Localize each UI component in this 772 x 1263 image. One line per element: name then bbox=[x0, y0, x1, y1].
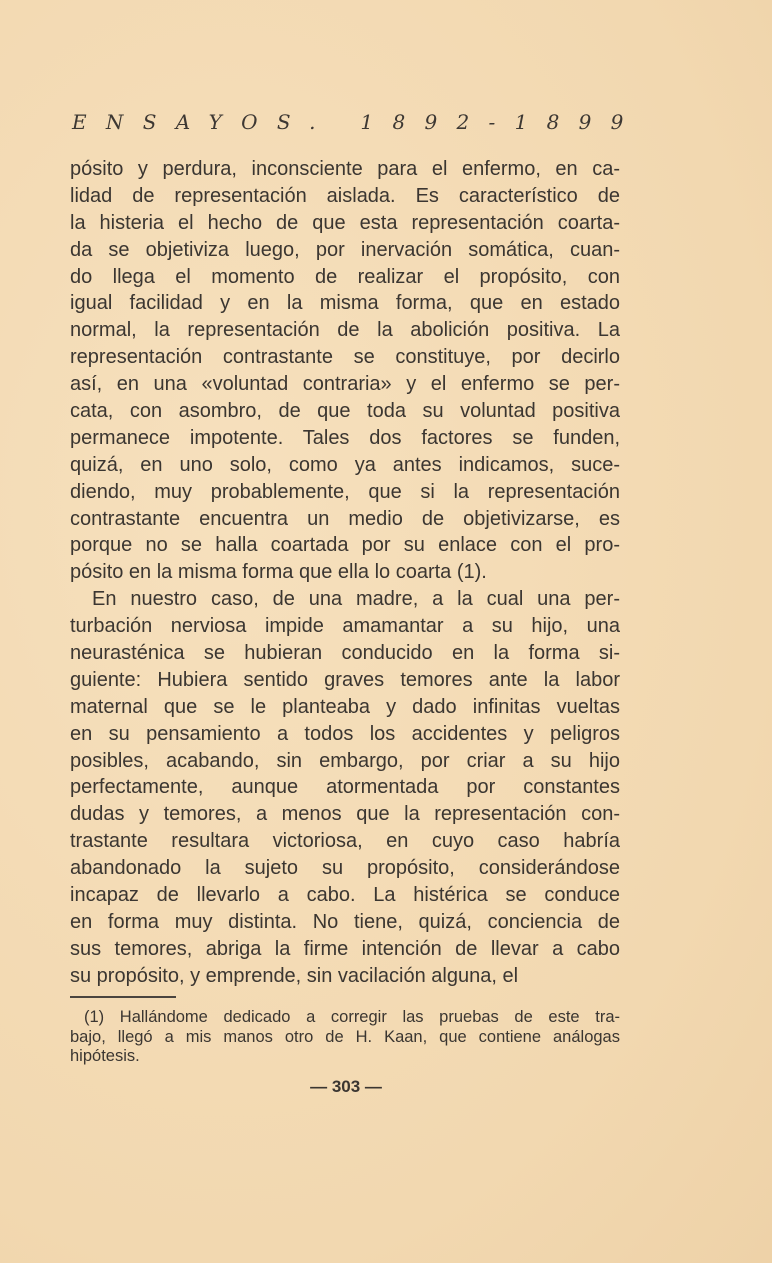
footnote-line: hipótesis. bbox=[70, 1047, 140, 1065]
text-line: sus temores, abriga la firme intención de llevar a cabo bbox=[70, 937, 620, 960]
text-line: quizá, en uno solo, como ya antes indicamos, suce- bbox=[70, 453, 620, 476]
text-line: representación contrastante se constituye, por decirlo bbox=[70, 346, 620, 369]
text-line: la histeria el hecho de que esta representación coarta- bbox=[70, 211, 620, 234]
footnote-divider bbox=[70, 996, 176, 998]
text-line: da se objetiviza luego, por inervación somática, cuan- bbox=[70, 238, 620, 261]
text-line: posibles, acabando, sin embargo, por criar a su hijo bbox=[70, 749, 620, 772]
footnote-line: bajo, llegó a mis manos otro de H. Kaan, que contiene análogas bbox=[70, 1027, 620, 1046]
text-line: en forma muy distinta. No tiene, quizá, conciencia de bbox=[70, 910, 620, 933]
text-line: dudas y temores, a menos que la representación con- bbox=[70, 803, 620, 826]
text-line: trastante resultara victoriosa, en cuyo caso habría bbox=[70, 830, 620, 853]
text-line: En nuestro caso, de una madre, a la cual una per- bbox=[92, 588, 620, 611]
text-line: diendo, muy probablemente, que si la representación bbox=[70, 480, 620, 503]
text-line: igual facilidad y en la misma forma, que en estado bbox=[70, 292, 620, 315]
text-line: porque no se halla coartada por su enlace con el pro- bbox=[70, 534, 620, 557]
text-line: cata, con asombro, de que toda su voluntad positiva bbox=[70, 400, 620, 423]
text-line: do llega el momento de realizar el propósito, con bbox=[70, 265, 620, 288]
text-line: perfectamente, aunque atormentada por constantes bbox=[70, 776, 620, 799]
text-line: permanece impotente. Tales dos factores se funden, bbox=[70, 426, 620, 449]
body-text bbox=[70, 156, 620, 990]
footnote bbox=[70, 1008, 620, 1067]
text-line: neurasténica se hubieran conducido en la forma si- bbox=[70, 642, 620, 665]
text-line: contrastante encuentra un medio de objetivizarse, es bbox=[70, 507, 620, 530]
text-line: pósito en la misma forma que ella lo coarta (1). bbox=[70, 561, 487, 584]
footnote-line: (1) Hallándome dedicado a corregir las pruebas de este tra- bbox=[84, 1008, 620, 1026]
text-line: así, en una «voluntad contraria» y el enfermo se per- bbox=[70, 373, 620, 396]
text-line: lidad de representación aislada. Es característico de bbox=[70, 184, 620, 207]
text-line: en su pensamiento a todos los accidentes y peligros bbox=[70, 722, 620, 745]
page-number: — 303 — bbox=[310, 1077, 382, 1096]
text-line: su propósito, y emprende, sin vacilación alguna, el bbox=[70, 964, 519, 987]
text-line: maternal que se le planteaba y dado infinitas vueltas bbox=[70, 695, 620, 718]
text-line: pósito y perdura, inconsciente para el enfermo, en ca- bbox=[70, 158, 620, 180]
text-line: turbación nerviosa impide amamantar a su hijo, una bbox=[70, 615, 620, 638]
running-header: ENSAYOS. 1892-1899 bbox=[72, 110, 643, 134]
text-line: abandonado la sujeto su propósito, considerándose bbox=[70, 857, 620, 880]
text-line: guiente: Hubiera sentido graves temores ante la labor bbox=[70, 668, 620, 691]
text-line: incapaz de llevarlo a cabo. La histérica se conduce bbox=[70, 884, 620, 907]
text-line: normal, la representación de la abolición positiva. La bbox=[70, 319, 620, 342]
